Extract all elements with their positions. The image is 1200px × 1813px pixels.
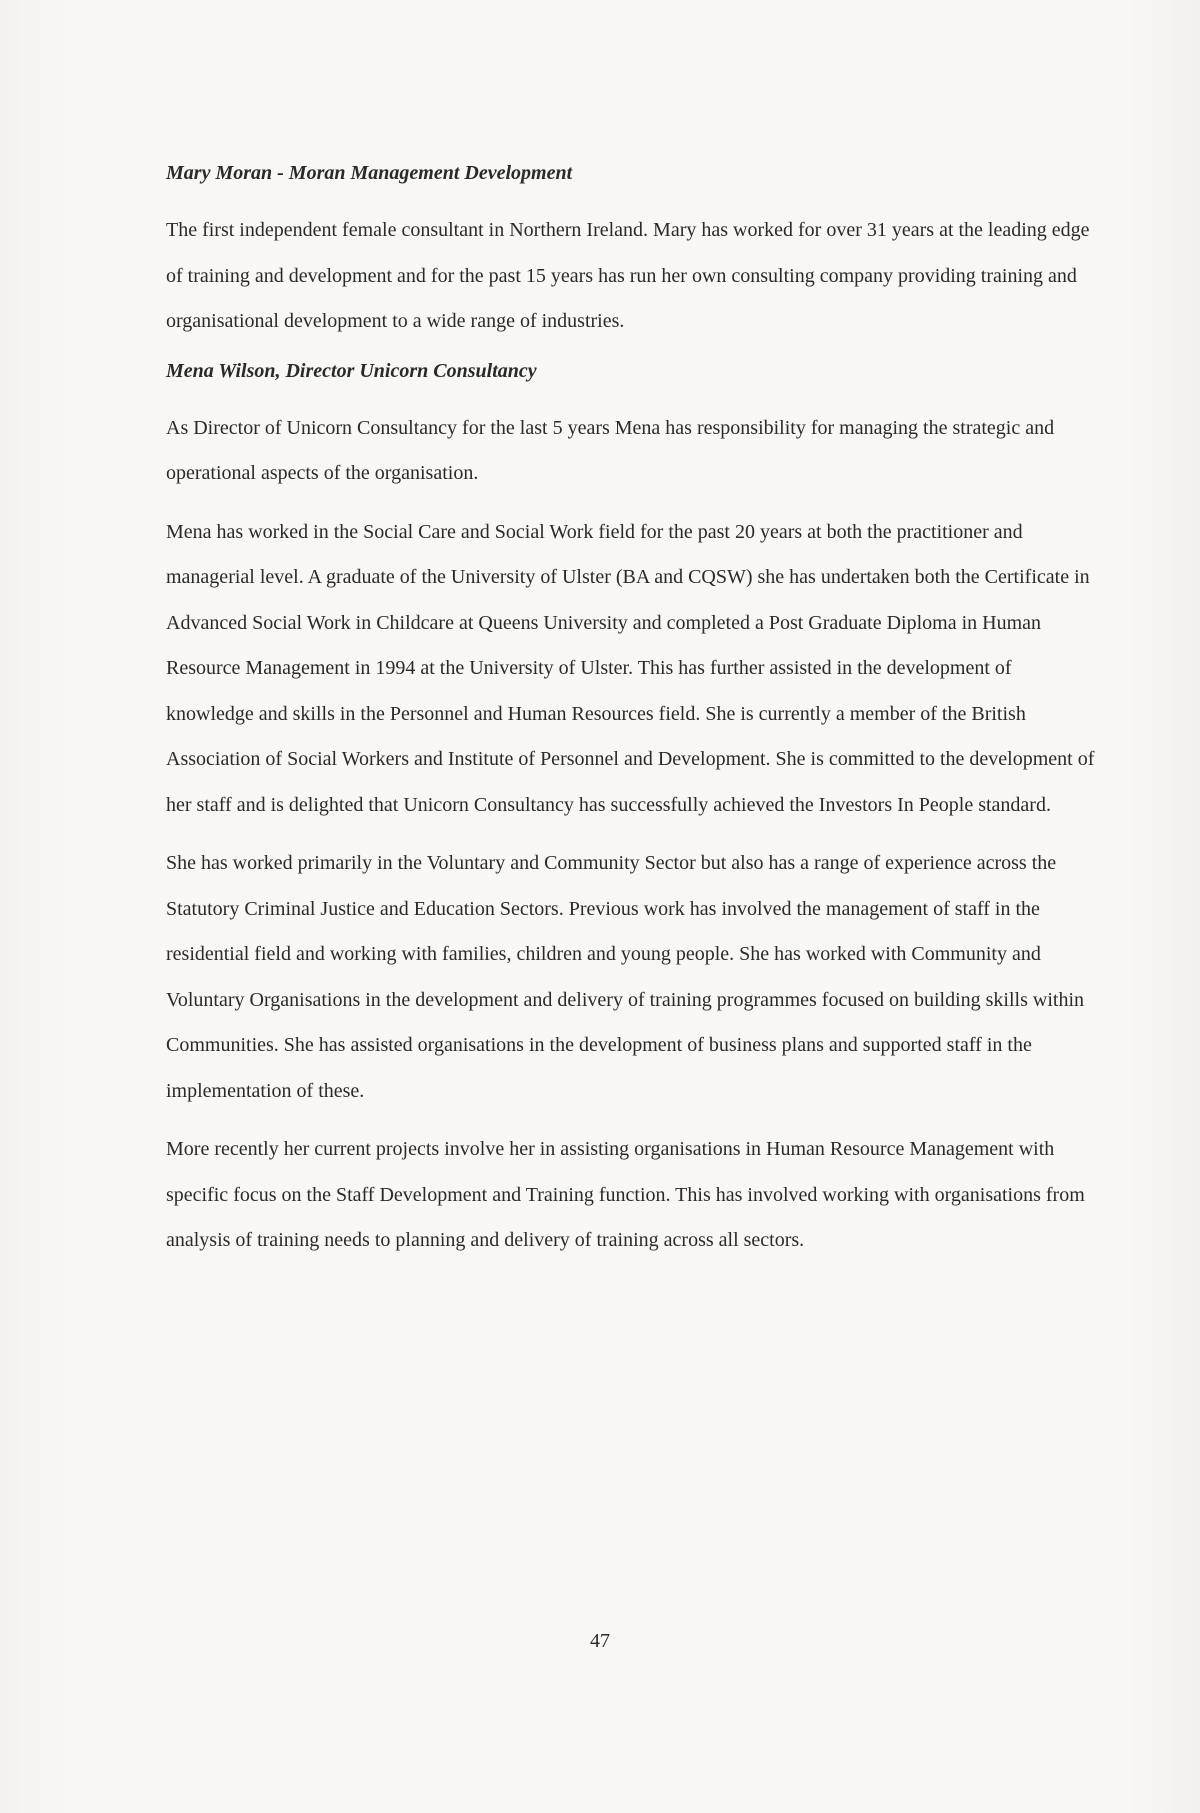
- paragraph: As Director of Unicorn Consultancy for the last 5 years Mena has responsibility for managing the strategic and operational aspects of the organisation.: [166, 416, 1055, 484]
- page-content: [166, 160, 1102, 1277]
- section-heading: Mary Moran - Moran Management Development: [166, 162, 573, 184]
- section-heading: Mena Wilson, Director Unicorn Consultancy: [166, 359, 537, 382]
- paragraph: Mena has worked in the Social Care and Social Work field for the past 20 years at both the practitioner and managerial level. A graduate of the University of Ulster (BA and CQSW) she has undertaken both the Certificate in Advanced Social Work in Childcare at Queens University and completed a Post Graduate Diploma in Human Resource Management in 1994 at the University of Ulster. This has further assisted in the development of knowledge and skills in the Personnel and Human Resources field. She is currently a member of the British Association of Social Workers and Institute of Personnel and Development. She is committed to the development of her staff and is delighted that Unicorn Consultancy has successfully achieved the Investors In People standard.: [166, 520, 1095, 816]
- paragraph: She has worked primarily in the Voluntary and Community Sector but also has a range of experience across the Statutory Criminal Justice and Education Sectors. Previous work has involved the management of staff in the residential field and working with families, children and young people. She has worked with Community and Voluntary Organisations in the development and delivery of training programmes focused on building skills within Communities. She has assisted organisations in the development of business plans and supported staff in the implementation of these.: [166, 852, 1084, 1102]
- page-number: 47: [590, 1630, 610, 1652]
- section-mena-wilson: [166, 358, 1102, 1264]
- paragraph: The first independent female consultant in Northern Ireland. Mary has worked for over 31 years at the leading edge of training and development and for the past 15 years has run her own consulting company providing training and organisational development to a wide range of industries.: [166, 219, 1090, 332]
- section-mary-moran: [166, 160, 1102, 345]
- paragraph: More recently her current projects involve her in assisting organisations in Human Resource Management with specific focus on the Staff Development and Training function. This has involved working with organisations from analysis of training needs to planning and delivery of training across all sectors.: [166, 1138, 1085, 1251]
